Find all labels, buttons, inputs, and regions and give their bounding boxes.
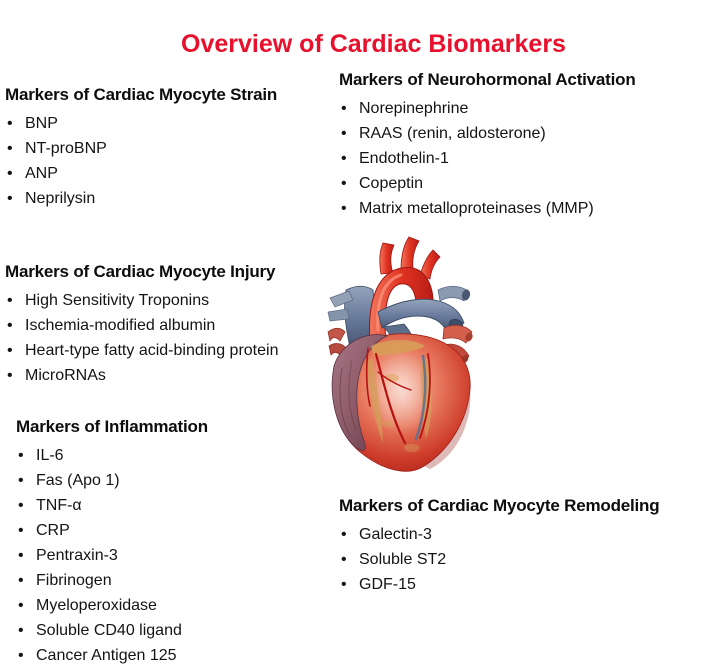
list-item bbox=[5, 186, 277, 211]
bullet-icon: • bbox=[7, 367, 13, 384]
list-item bbox=[339, 547, 659, 572]
list-item bbox=[339, 171, 636, 196]
list-item bbox=[5, 338, 278, 363]
item-label: High Sensitivity Troponins bbox=[25, 291, 210, 309]
bullet-icon: • bbox=[341, 200, 347, 217]
bullet-icon: • bbox=[7, 190, 13, 207]
bullet-icon: • bbox=[18, 497, 24, 514]
bullet-icon: • bbox=[7, 165, 13, 182]
item-label: Cancer Antigen 125 bbox=[36, 646, 177, 664]
list-item bbox=[339, 146, 636, 171]
list-item bbox=[16, 568, 208, 593]
biomarker-list bbox=[16, 443, 208, 667]
section-cardiac-myocyte-injury bbox=[5, 262, 278, 388]
bullet-icon: • bbox=[341, 576, 347, 593]
list-item bbox=[339, 522, 659, 547]
list-item bbox=[16, 543, 208, 568]
item-label: Myeloperoxidase bbox=[36, 596, 157, 614]
biomarker-list bbox=[5, 288, 278, 388]
bullet-icon: • bbox=[341, 526, 347, 543]
item-label: Neprilysin bbox=[25, 189, 96, 207]
bullet-icon: • bbox=[18, 522, 24, 539]
biomarker-list bbox=[339, 96, 636, 221]
bullet-icon: • bbox=[18, 572, 24, 589]
bullet-icon: • bbox=[7, 317, 13, 334]
item-label: Ischemia-modified albumin bbox=[25, 316, 216, 334]
anatomical-heart-svg bbox=[326, 228, 492, 480]
list-item bbox=[16, 493, 208, 518]
item-label: BNP bbox=[25, 114, 58, 132]
item-label: CRP bbox=[36, 521, 70, 539]
bullet-icon: • bbox=[7, 140, 13, 157]
bullet-icon: • bbox=[341, 175, 347, 192]
section-cardiac-myocyte-remodeling bbox=[339, 496, 659, 597]
bullet-icon: • bbox=[341, 100, 347, 117]
list-item bbox=[16, 618, 208, 643]
item-label: Copeptin bbox=[359, 174, 424, 192]
list-item bbox=[16, 643, 208, 667]
item-label: Matrix metalloproteinases (MMP) bbox=[359, 199, 594, 217]
item-label: Soluble CD40 ligand bbox=[36, 621, 182, 639]
item-label: Endothelin-1 bbox=[359, 149, 449, 167]
list-item bbox=[16, 518, 208, 543]
bullet-icon: • bbox=[7, 292, 13, 309]
list-item bbox=[339, 96, 636, 121]
bullet-icon: • bbox=[341, 125, 347, 142]
section-heading: Markers of Inflammation bbox=[16, 417, 208, 436]
item-label: Pentraxin-3 bbox=[36, 546, 118, 564]
bullet-icon: • bbox=[18, 547, 24, 564]
section-inflammation bbox=[16, 417, 208, 667]
item-label: Heart-type fatty acid-binding protein bbox=[25, 341, 279, 359]
item-label: MicroRNAs bbox=[25, 366, 106, 384]
item-label: Fibrinogen bbox=[36, 571, 112, 589]
list-item bbox=[5, 161, 277, 186]
bullet-icon: • bbox=[18, 597, 24, 614]
bullet-icon: • bbox=[18, 622, 24, 639]
bullet-icon: • bbox=[7, 115, 13, 132]
page-title: Overview of Cardiac Biomarkers bbox=[181, 30, 566, 58]
list-item bbox=[5, 111, 277, 136]
list-item bbox=[16, 593, 208, 618]
item-label: NT-proBNP bbox=[25, 139, 107, 157]
list-item bbox=[16, 443, 208, 468]
section-heading: Markers of Cardiac Myocyte Remodeling bbox=[339, 496, 660, 515]
item-label: Fas (Apo 1) bbox=[36, 471, 120, 489]
item-label: Soluble ST2 bbox=[359, 550, 447, 568]
section-neurohormonal-activation bbox=[339, 70, 636, 221]
list-item bbox=[5, 313, 278, 338]
item-label: ANP bbox=[25, 164, 58, 182]
biomarker-list bbox=[339, 522, 659, 597]
list-item bbox=[5, 136, 277, 161]
list-item bbox=[339, 572, 659, 597]
section-heading: Markers of Cardiac Myocyte Injury bbox=[5, 262, 276, 281]
item-label: IL-6 bbox=[36, 446, 64, 464]
item-label: TNF-α bbox=[36, 496, 82, 514]
item-label: RAAS (renin, aldosterone) bbox=[359, 124, 546, 142]
section-heading: Markers of Neurohormonal Activation bbox=[339, 70, 636, 89]
bullet-icon: • bbox=[341, 551, 347, 568]
bullet-icon: • bbox=[18, 447, 24, 464]
list-item bbox=[5, 288, 278, 313]
section-cardiac-myocyte-strain bbox=[5, 85, 277, 211]
list-item bbox=[339, 121, 636, 146]
heart-illustration bbox=[326, 228, 492, 480]
bullet-icon: • bbox=[341, 150, 347, 167]
item-label: Galectin-3 bbox=[359, 525, 432, 543]
section-heading: Markers of Cardiac Myocyte Strain bbox=[5, 85, 278, 104]
item-label: GDF-15 bbox=[359, 575, 416, 593]
list-item bbox=[339, 196, 636, 221]
bullet-icon: • bbox=[18, 647, 24, 664]
list-item bbox=[16, 468, 208, 493]
biomarker-list bbox=[5, 111, 277, 211]
bullet-icon: • bbox=[7, 342, 13, 359]
list-item bbox=[5, 363, 278, 388]
bullet-icon: • bbox=[18, 472, 24, 489]
item-label: Norepinephrine bbox=[359, 99, 469, 117]
